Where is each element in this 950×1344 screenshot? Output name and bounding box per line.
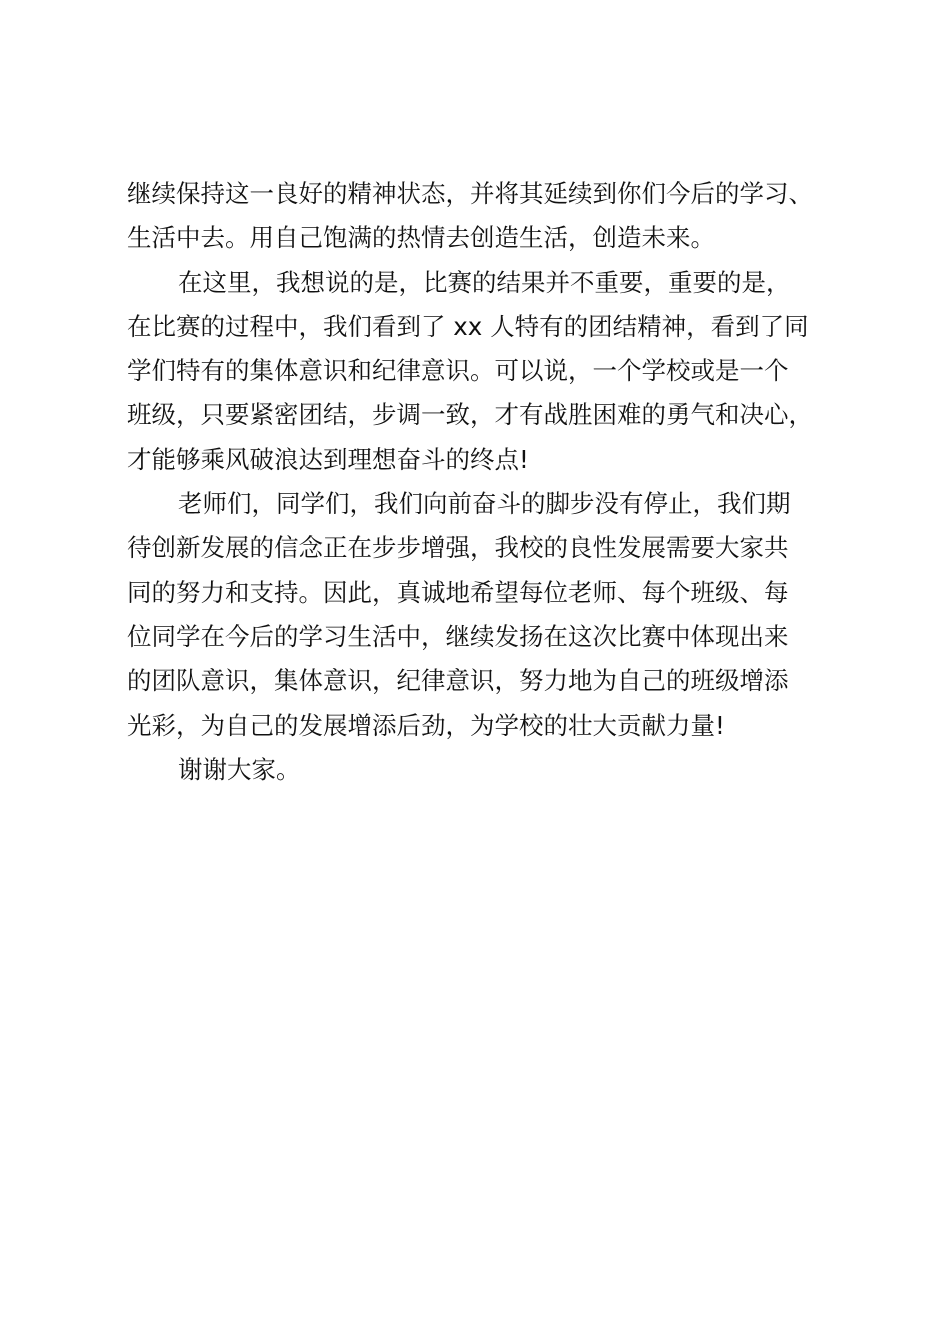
text-line: 待创新发展的信念正在步步增强，我校的良性发展需要大家共 (127, 533, 789, 563)
text-line: 生活中去。用自己饱满的热情去创造生活，创造未来。 (127, 223, 715, 253)
text-line: 位同学在今后的学习生活中，继续发扬在这次比赛中体现出来 (127, 621, 789, 651)
text-line: 的团队意识，集体意识，纪律意识，努力地为自己的班级增添 (127, 666, 789, 696)
text-line: 学们特有的集体意识和纪律意识。可以说，一个学校或是一个 (127, 356, 789, 386)
text-line: 继续保持这一良好的精神状态，并将其延续到你们今后的学习、 (127, 179, 813, 208)
document-body (127, 172, 827, 792)
paragraph-start-line: 在这里，我想说的是，比赛的结果并不重要，重要的是， (178, 267, 791, 297)
text-line: 同的努力和支持。因此，真诚地希望每位老师、每个班级、每 (127, 577, 789, 607)
paragraph-start-line: 老师们，同学们，我们向前奋斗的脚步没有停止，我们期 (178, 489, 791, 519)
closing-line: 谢谢大家。 (178, 754, 301, 784)
text-line: 才能够乘风破浪达到理想奋斗的终点! (127, 444, 529, 474)
text-line: 班级，只要紧密团结，步调一致，才有战胜困难的勇气和决心， (127, 400, 813, 430)
text-line: 光彩，为自己的发展增添后劲，为学校的壮大贡献力量! (127, 710, 725, 740)
text-line: 在比赛的过程中，我们看到了 xx 人特有的团结精神，看到了同 (127, 311, 809, 341)
